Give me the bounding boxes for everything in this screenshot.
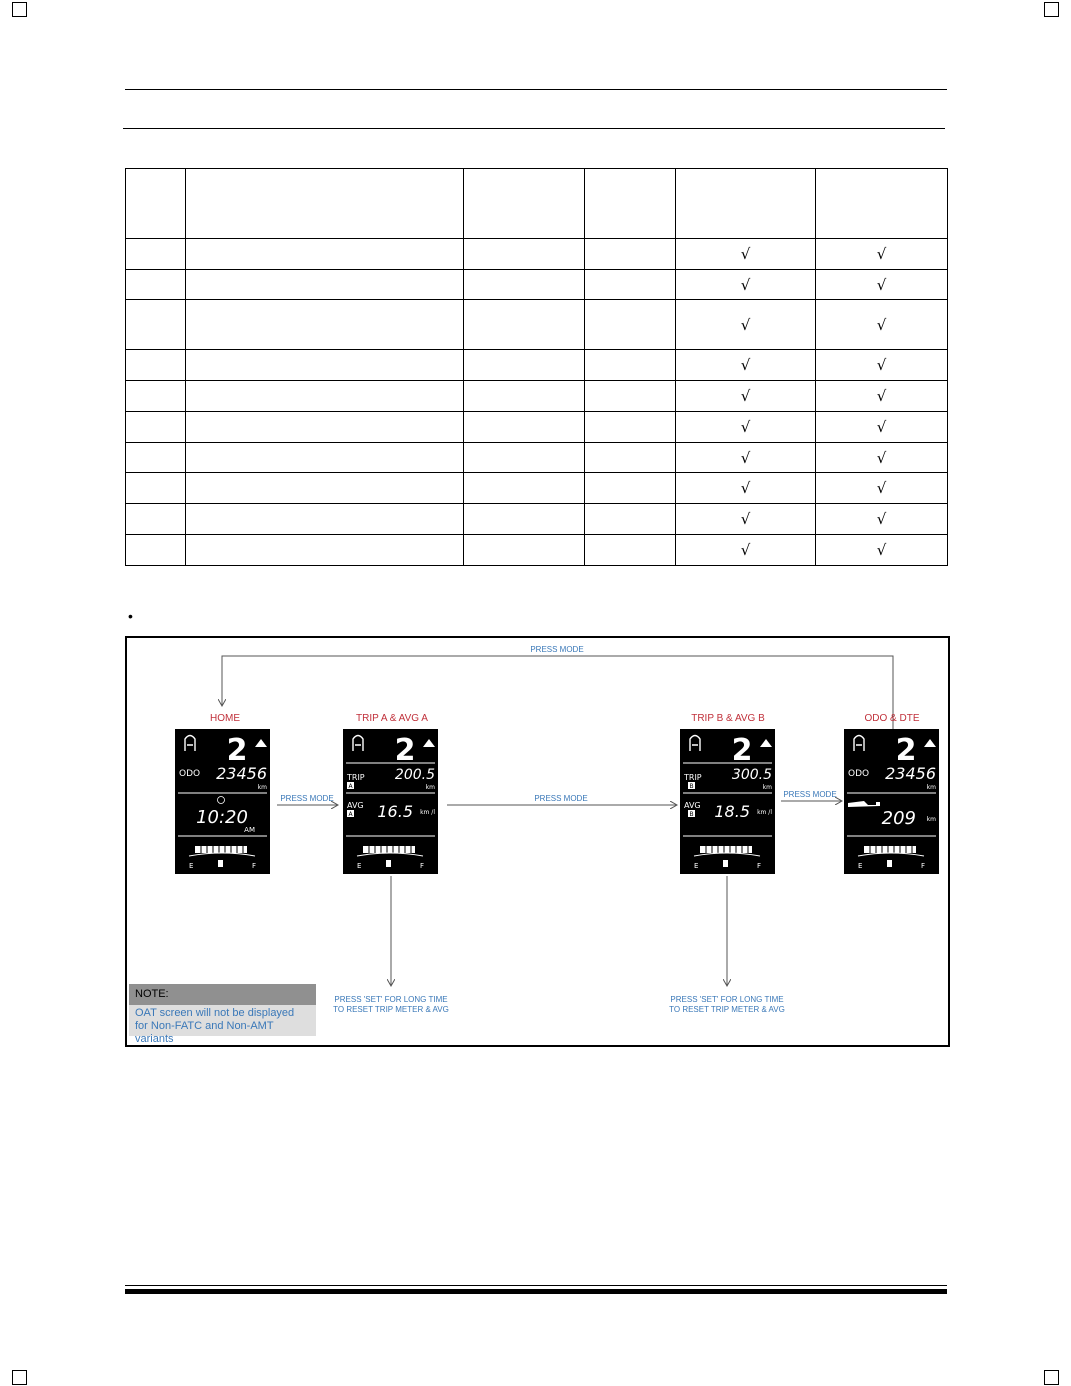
check-mark: √: [816, 504, 948, 535]
header-rule-top: [125, 89, 947, 90]
fuel-full-label: F: [757, 862, 762, 870]
lcd-screen-odo-dte: [844, 729, 939, 874]
fuel-empty-label: E: [189, 862, 194, 870]
reset-label-line2: TO RESET TRIP METER & AVG: [669, 1005, 785, 1014]
fuel-empty-label: E: [694, 862, 699, 870]
table-row: [126, 443, 948, 473]
check-mark: √: [816, 412, 948, 443]
dte-value: 209: [881, 808, 916, 829]
fuel-empty-label: E: [357, 862, 362, 870]
top-press-mode-label: PRESS MODE: [530, 645, 584, 654]
lcd-screen-home: [175, 729, 270, 874]
corner-mark-bottom-left: [12, 1370, 27, 1385]
odo-unit: km: [926, 784, 936, 791]
odo-value: 23456: [885, 764, 936, 783]
check-mark: √: [676, 270, 816, 300]
trip-value: 200.5: [394, 767, 435, 783]
screen-title-home: HOME: [210, 713, 240, 724]
table-cell: [816, 169, 948, 239]
dte-unit: km: [926, 816, 936, 823]
check-mark: √: [676, 443, 816, 473]
check-mark: √: [676, 350, 816, 381]
footer-rule-thin: [125, 1285, 947, 1286]
gear-indicator: 2: [731, 733, 753, 768]
avg-badge-letter: A: [348, 811, 353, 818]
table-row: [126, 473, 948, 504]
trip-badge-letter: B: [689, 783, 694, 790]
note-heading: NOTE:: [129, 984, 316, 1005]
table-row: [126, 239, 948, 270]
fuel-pump-icon: [386, 860, 391, 867]
avg-label: AVG: [347, 801, 364, 810]
check-mark: √: [816, 443, 948, 473]
trip-unit: km: [762, 784, 772, 791]
screen-title-trip-a: TRIP A & AVG A: [356, 713, 428, 724]
corner-mark-top-right: [1044, 2, 1059, 17]
avg-value: 18.5: [714, 802, 750, 821]
note-line: for Non-FATC and Non-AMT variants: [135, 1020, 274, 1045]
avg-badge-letter: B: [689, 811, 694, 818]
fuel-pump-icon: [887, 860, 892, 867]
reset-label-line1: PRESS 'SET' FOR LONG TIME: [334, 995, 448, 1004]
trip-unit: km: [425, 784, 435, 791]
odo-label: ODO: [179, 769, 201, 779]
fuel-gauge-bar: [700, 846, 752, 853]
screen-title-odo-dte: ODO & DTE: [864, 713, 920, 724]
clock-ampm: AM: [244, 826, 255, 834]
fuel-empty-label: E: [858, 862, 863, 870]
gear-indicator: 2: [394, 733, 416, 768]
fuel-gauge-bar: [864, 846, 916, 853]
bullet-point: •: [128, 608, 133, 624]
check-mark: √: [676, 473, 816, 504]
table-row: [126, 350, 948, 381]
check-mark: √: [816, 350, 948, 381]
gear-indicator: 2: [226, 733, 248, 768]
arrow-label: PRESS MODE: [280, 794, 334, 803]
check-mark: √: [676, 535, 816, 566]
odo-unit: km: [257, 784, 267, 791]
screen-title-trip-b: TRIP B & AVG B: [691, 713, 765, 724]
check-mark: √: [816, 300, 948, 350]
fuel-gauge-bar: [195, 846, 247, 853]
avg-value: 16.5: [377, 802, 413, 821]
loop-arrow: [222, 656, 893, 860]
check-mark: √: [816, 473, 948, 504]
reset-label-line2: TO RESET TRIP METER & AVG: [333, 1005, 449, 1014]
table-row: [126, 300, 948, 350]
fuel-full-label: F: [921, 862, 926, 870]
avg-unit: km /l: [757, 809, 772, 816]
note-body: [129, 1005, 316, 1045]
check-mark: √: [816, 381, 948, 412]
clock-value: 10:20: [196, 807, 248, 828]
trip-badge-letter: A: [348, 783, 353, 790]
fuel-pump-icon: [218, 860, 223, 867]
arrow-label: PRESS MODE: [783, 790, 837, 799]
cluster-mode-diagram: [125, 636, 950, 1047]
table-row: [126, 412, 948, 443]
lcd-screen-trip-b: [680, 729, 775, 874]
check-mark: √: [676, 239, 816, 270]
odo-label: ODO: [848, 769, 870, 779]
feature-table: [125, 168, 948, 566]
table-row: [126, 381, 948, 412]
check-mark: √: [676, 381, 816, 412]
trip-label: TRIP: [347, 773, 365, 782]
avg-unit: km /l: [420, 809, 435, 816]
table-cell: [676, 169, 816, 239]
odo-value: 23456: [216, 764, 267, 783]
table-row: [126, 535, 948, 566]
check-mark: √: [816, 535, 948, 566]
check-mark: √: [676, 412, 816, 443]
fuel-gauge-bar: [363, 846, 415, 853]
reset-label-line1: PRESS 'SET' FOR LONG TIME: [670, 995, 784, 1004]
note-line: OAT screen will not be displayed: [135, 1007, 295, 1019]
check-mark: √: [816, 270, 948, 300]
check-mark: √: [676, 504, 816, 535]
lcd-screen-trip-a: [343, 729, 438, 874]
corner-mark-bottom-right: [1044, 1370, 1059, 1385]
gear-indicator: 2: [895, 733, 917, 768]
footer-rule-thick: [125, 1289, 947, 1294]
table-header-row: [126, 169, 948, 239]
arrow-label: PRESS MODE: [534, 794, 588, 803]
fuel-full-label: F: [420, 862, 425, 870]
check-mark: √: [676, 300, 816, 350]
fuel-full-label: F: [252, 862, 257, 870]
fuel-pump-icon: [723, 860, 728, 867]
check-mark: √: [816, 239, 948, 270]
header-rule-bottom: [123, 128, 945, 129]
trip-value: 300.5: [731, 767, 772, 783]
avg-label: AVG: [684, 801, 701, 810]
table-row: [126, 270, 948, 300]
table-row: [126, 504, 948, 535]
corner-mark-top-left: [12, 2, 27, 17]
trip-label: TRIP: [684, 773, 702, 782]
